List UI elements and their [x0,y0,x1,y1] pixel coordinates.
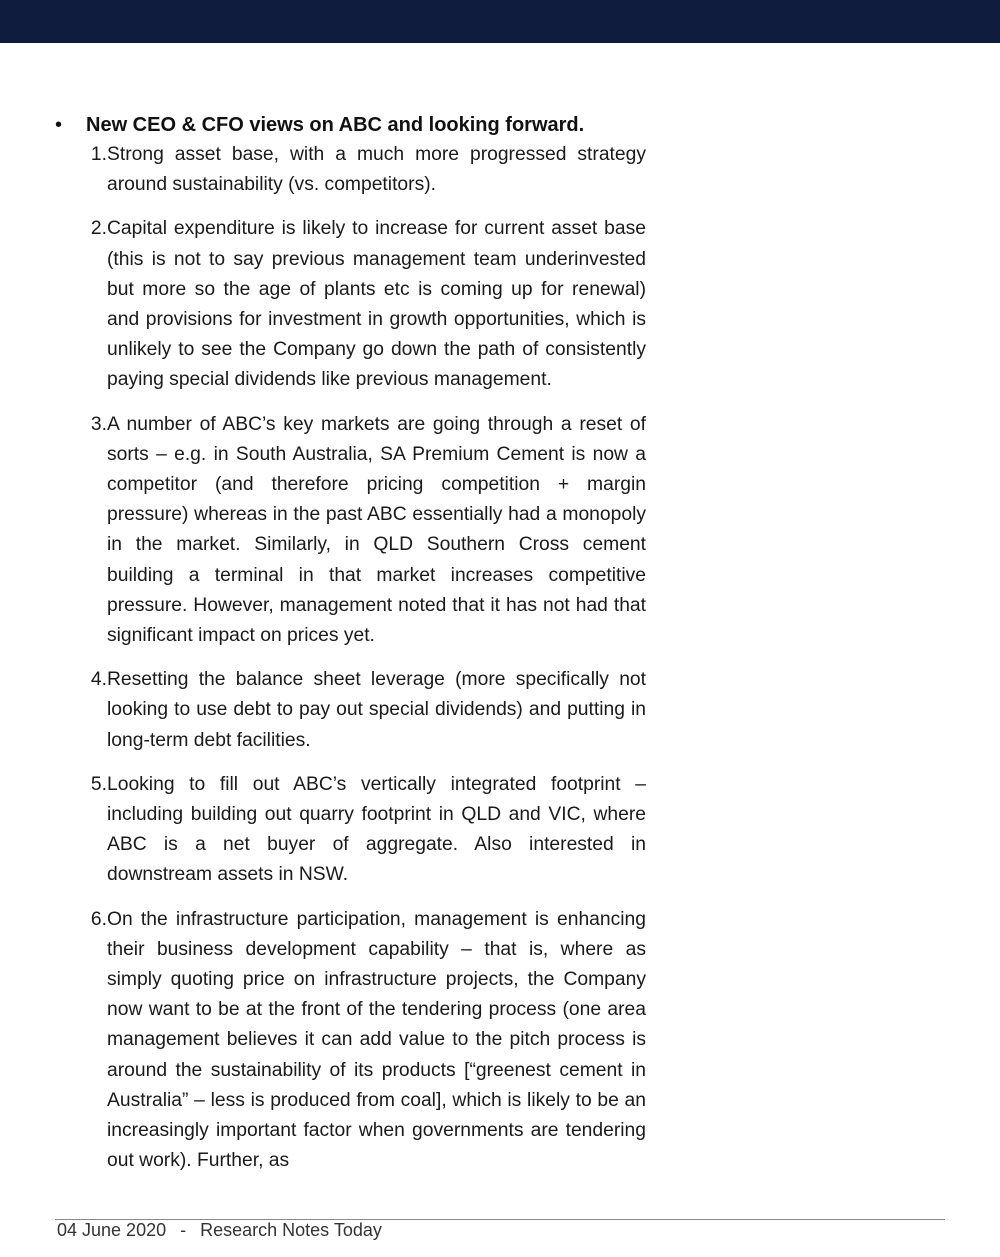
page-footer [57,1219,382,1241]
list-item [55,665,646,756]
section-heading [55,110,646,140]
list-item-number: 3. [90,413,107,435]
list-item-text: Resetting the balance sheet leverage (more specifically not looking to use debt to pay out special dividends) and putting in long-term debt facilities. [107,669,646,751]
list-item [55,410,646,652]
footer-separator: - [180,1220,187,1240]
list-item-number: 4. [90,669,107,691]
list-item-number: 1. [90,144,107,165]
list-item-number: 6. [90,908,107,930]
bullet-icon: • [55,114,63,136]
list-item [55,770,646,891]
numbered-list [55,140,646,1177]
list-item [55,905,646,1177]
list-item-text: Capital expenditure is likely to increase for current asset base (this is not to say previous management team underinvested but more so the age of plants etc is coming up for renewal) and provisions for investment in growth opportunities, which is unlikely to see the Company go down the path of consistently paying special dividends like previous management. [107,218,646,391]
footer-date: 04 June 2020 [57,1220,167,1240]
list-item-text: Strong asset base, with a much more progressed strategy around sustainability (vs. competitors). [107,144,646,196]
list-item-number: 2. [90,218,107,240]
document-body [55,110,646,1191]
section-heading-text: New CEO & CFO views on ABC and looking forward. [86,114,585,136]
list-item-number: 5. [90,773,107,795]
list-item [55,214,646,395]
list-item-text: Looking to fill out ABC’s vertically integrated footprint – including building out quarry footprint in QLD and VIC, where ABC is a net buyer of aggregate. Also interested in downstream assets in NSW. [107,773,646,886]
header-bar [0,0,1000,43]
list-item [55,140,646,200]
footer-publication: Research Notes Today [200,1220,382,1240]
list-item-text: A number of ABC’s key markets are going through a reset of sorts – e.g. in South Australia, SA Premium Cement is now a competitor (and therefore pricing competition + margin pressure) whereas in the past ABC essentially had a monopoly in the market. Similarly, in QLD Southern Cross cement building a terminal in that market increases competitive pressure. However, management noted that it has not had that significant impact on prices yet. [107,413,646,647]
list-item-text: On the infrastructure participation, management is enhancing their business development capability – that is, where as simply quoting price on infrastructure projects, the Company now want to be at the front of the tendering process (one area management believes it can add value to the pitch process is around the sustainability of its products [“greenest cement in Australia” – less is produced from coal], which is likely to be an increasingly important factor when governments are tendering out work). Further, as [107,908,646,1172]
